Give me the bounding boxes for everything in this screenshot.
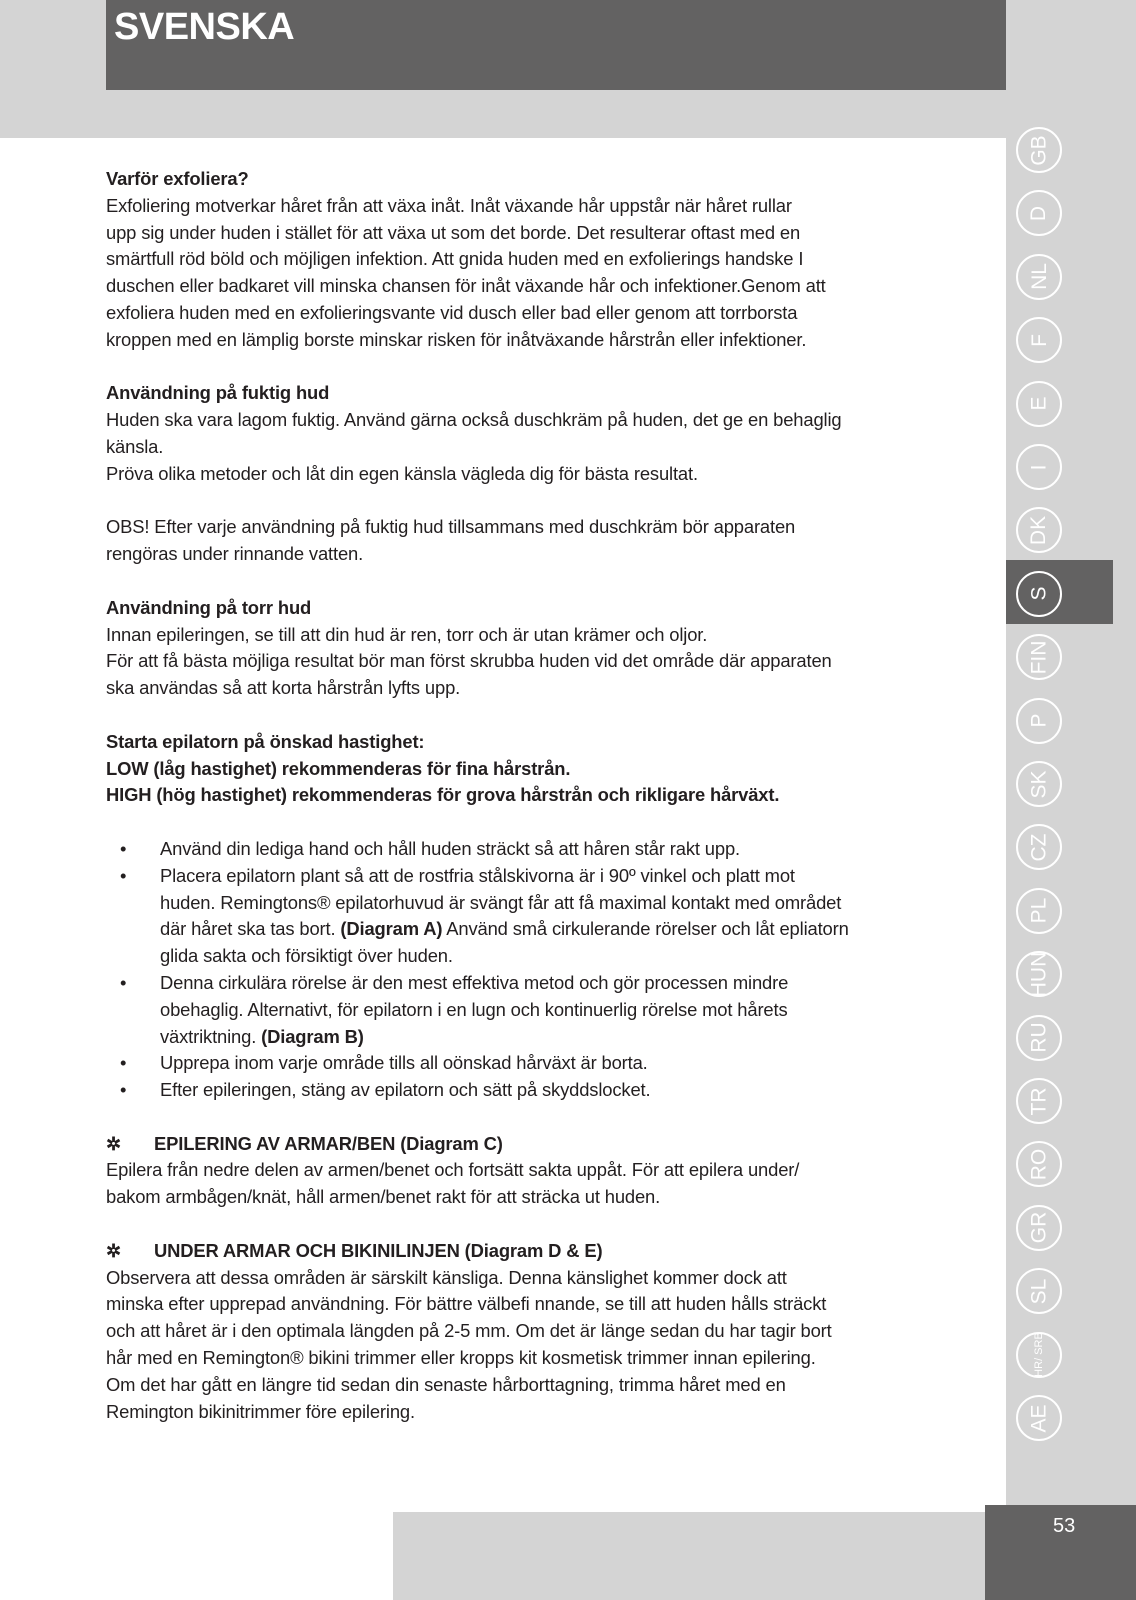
star-icon: ✲ bbox=[106, 1240, 121, 1261]
language-tab-label: E bbox=[1027, 396, 1051, 411]
language-tab-label: FIN bbox=[1027, 640, 1051, 675]
bullet-item: • Denna cirkulära rörelse är den mest effektiva metod och gör processen mindre bbox=[120, 971, 789, 993]
language-tab-hrsrb[interactable] bbox=[1016, 1332, 1062, 1378]
language-tab-label: S bbox=[1027, 586, 1051, 601]
text-line: Pröva olika metoder och låt din egen känsla vägleda dig för bästa resultat. bbox=[106, 462, 698, 484]
language-tab-ro[interactable] bbox=[1016, 1141, 1062, 1187]
page-number: 53 bbox=[1053, 1515, 1076, 1537]
text-line: glida sakta och försiktigt över huden. bbox=[160, 945, 453, 967]
language-tab-e[interactable] bbox=[1016, 381, 1062, 427]
text-line: där håret ska tas bort. (Diagram A) Använd små cirkulerande rörelser och låt epliatorn bbox=[160, 918, 849, 940]
language-tab-s[interactable] bbox=[1016, 571, 1062, 617]
language-tabs bbox=[1006, 0, 1136, 1500]
language-tab-label: D bbox=[1027, 205, 1051, 221]
page-number-box bbox=[985, 1505, 1136, 1600]
language-tab-ae[interactable] bbox=[1016, 1395, 1062, 1441]
page-body-bottom bbox=[0, 1500, 393, 1600]
text-line: minska efter upprepad användning. För bättre välbefi nnande, se till att huden hålls sträckt bbox=[106, 1293, 827, 1315]
section-heading: Varför exfoliera? bbox=[106, 168, 249, 189]
language-tab-p[interactable] bbox=[1016, 698, 1062, 744]
text-line: Exfoliering motverkar håret från att växa inåt. Inåt växande hår uppstår när håret rullar bbox=[106, 194, 792, 216]
section-heading: ✲ EPILERING AV ARMAR/BEN (Diagram C) bbox=[106, 1131, 996, 1158]
text-line: upp sig under huden i stället för att växa ut som det borde. Det resulterar oftast med en bbox=[106, 221, 801, 243]
language-tab-label: P bbox=[1027, 713, 1051, 728]
text-line: För att få bästa möjliga resultat bör man först skrubba huden vid det område där apparaten bbox=[106, 650, 832, 672]
language-tab-sk[interactable] bbox=[1016, 761, 1062, 807]
language-tab-label: RO bbox=[1027, 1148, 1051, 1181]
text-line: Huden ska vara lagom fuktig. Använd gärna också duschkräm på huden, det ge en behaglig bbox=[106, 409, 842, 431]
bullet-item: • Efter epileringen, stäng av epilatorn och sätt på skyddslocket. bbox=[120, 1079, 651, 1101]
diagram-ref: (Diagram A) bbox=[340, 918, 443, 940]
language-tab-dk[interactable] bbox=[1016, 507, 1062, 553]
text-line: växtriktning. (Diagram B) bbox=[160, 1025, 364, 1047]
bullet-item: • Använd din lediga hand och håll huden sträckt så att håren står rakt upp. bbox=[120, 837, 740, 859]
language-tab-ru[interactable] bbox=[1016, 1015, 1062, 1061]
section-heading: Användning på fuktig hud bbox=[106, 382, 330, 404]
text-line: Innan epileringen, se till att din hud är ren, torr och är utan krämer och oljor. bbox=[106, 623, 708, 645]
language-tab-fin[interactable] bbox=[1016, 634, 1062, 680]
speed-low: LOW (låg hastighet) rekommenderas för fina hårstrån. bbox=[106, 757, 571, 779]
text-line: smärtfull röd böld och möjligen infektion. Att gnida huden med en exfolierings handske I bbox=[106, 248, 804, 270]
language-tab-label: CZ bbox=[1027, 833, 1051, 862]
content bbox=[106, 166, 996, 1425]
language-tab-label: SL bbox=[1027, 1278, 1051, 1305]
text-line: Om det har gått en längre tid sedan din senaste hårborttagning, trimma håret med en bbox=[106, 1373, 786, 1395]
language-tab-label: AE bbox=[1027, 1403, 1051, 1433]
language-tab-sl[interactable] bbox=[1016, 1268, 1062, 1314]
text-line: Remington bikinitrimmer före epilering. bbox=[106, 1400, 415, 1422]
language-tab-label: I bbox=[1027, 464, 1051, 470]
text-line: Epilera från nedre delen av armen/benet och fortsätt sakta uppåt. För att epilera under/ bbox=[106, 1159, 800, 1181]
language-tab-d[interactable] bbox=[1016, 190, 1062, 236]
text-line: bakom armbågen/knät, håll armen/benet rakt för att sträcka ut huden. bbox=[106, 1186, 661, 1208]
section-heading: Användning på torr hud bbox=[106, 596, 312, 618]
language-tab-label: TR bbox=[1027, 1087, 1051, 1115]
language-tab-label: HUN bbox=[1027, 951, 1051, 997]
language-tab-label: GR bbox=[1027, 1212, 1051, 1244]
text-line: ska användas så att korta hårstrån lyfts upp. bbox=[106, 677, 461, 699]
text-line: kroppen med en lämplig borste minskar risken för inåtväxande hårstrån eller infektioner. bbox=[106, 328, 807, 350]
text-line: duschen eller badkaret vill minska chansen för inåt växande hår och infektioner.Genom att bbox=[106, 275, 826, 297]
bullet-item: • Placera epilatorn plant så att de rostfria stålskivorna är i 90º vinkel och platt mot bbox=[120, 864, 795, 886]
language-tab-nl[interactable] bbox=[1016, 254, 1062, 300]
text-line: exfoliera huden med en exfolieringsvante vid dusch eller bad eller genom att torrborsta bbox=[106, 301, 798, 323]
text-line: hår med en Remington® bikini trimmer eller kropps kit kosmetisk trimmer innan epilering. bbox=[106, 1347, 816, 1369]
star-icon: ✲ bbox=[106, 1133, 121, 1154]
diagram-ref: (Diagram B) bbox=[261, 1025, 364, 1047]
language-tab-tr[interactable] bbox=[1016, 1078, 1062, 1124]
text-line: och att håret är i den optimala längden på 2-5 mm. Om det är länge sedan du har tagir bort bbox=[106, 1320, 832, 1342]
language-tab-pl[interactable] bbox=[1016, 888, 1062, 934]
language-tab-hun[interactable] bbox=[1016, 951, 1062, 997]
language-tab-label: HR/ SRB bbox=[1032, 1332, 1045, 1377]
bullet-item: • Upprepa inom varje område tills all oönskad hårväxt är borta. bbox=[120, 1052, 648, 1074]
text-line: OBS! Efter varje användning på fuktig hud tillsammans med duschkräm bör apparaten bbox=[106, 516, 796, 538]
text-line: Observera att dessa områden är särskilt känsliga. Denna känslighet kommer dock att bbox=[106, 1266, 787, 1288]
language-tab-label: RU bbox=[1027, 1022, 1051, 1053]
text-line: rengöras under rinnande vatten. bbox=[106, 543, 364, 565]
text-line: huden. Remingtons® epilatorhuvud är svängt får att få maximal kontakt med området bbox=[160, 891, 842, 913]
language-tab-gb[interactable] bbox=[1016, 127, 1062, 173]
language-tab-cz[interactable] bbox=[1016, 824, 1062, 870]
section-heading: ✲ UNDER ARMAR OCH BIKINILINJEN (Diagram D & E) bbox=[106, 1238, 996, 1265]
page-title: SVENSKA bbox=[114, 6, 295, 48]
language-tab-label: F bbox=[1027, 333, 1051, 347]
language-tab-label: DK bbox=[1027, 515, 1051, 545]
speed-heading: Starta epilatorn på önskad hastighet: bbox=[106, 730, 425, 752]
speed-high: HIGH (hög hastighet) rekommenderas för grova hårstrån och rikligare hårväxt. bbox=[106, 784, 780, 806]
language-tab-label: GB bbox=[1027, 134, 1051, 166]
language-tab-label: NL bbox=[1027, 263, 1051, 291]
language-header bbox=[106, 0, 1006, 90]
text-line: känsla. bbox=[106, 435, 164, 457]
language-tab-label: PL bbox=[1027, 897, 1051, 924]
language-tab-f[interactable] bbox=[1016, 317, 1062, 363]
language-tab-gr[interactable] bbox=[1016, 1205, 1062, 1251]
language-tab-label: SK bbox=[1027, 769, 1051, 799]
language-tab-i[interactable] bbox=[1016, 444, 1062, 490]
text-line: obehaglig. Alternativt, för epilatorn i en lugn och kontinuerlig rörelse mot hårets bbox=[160, 998, 788, 1020]
